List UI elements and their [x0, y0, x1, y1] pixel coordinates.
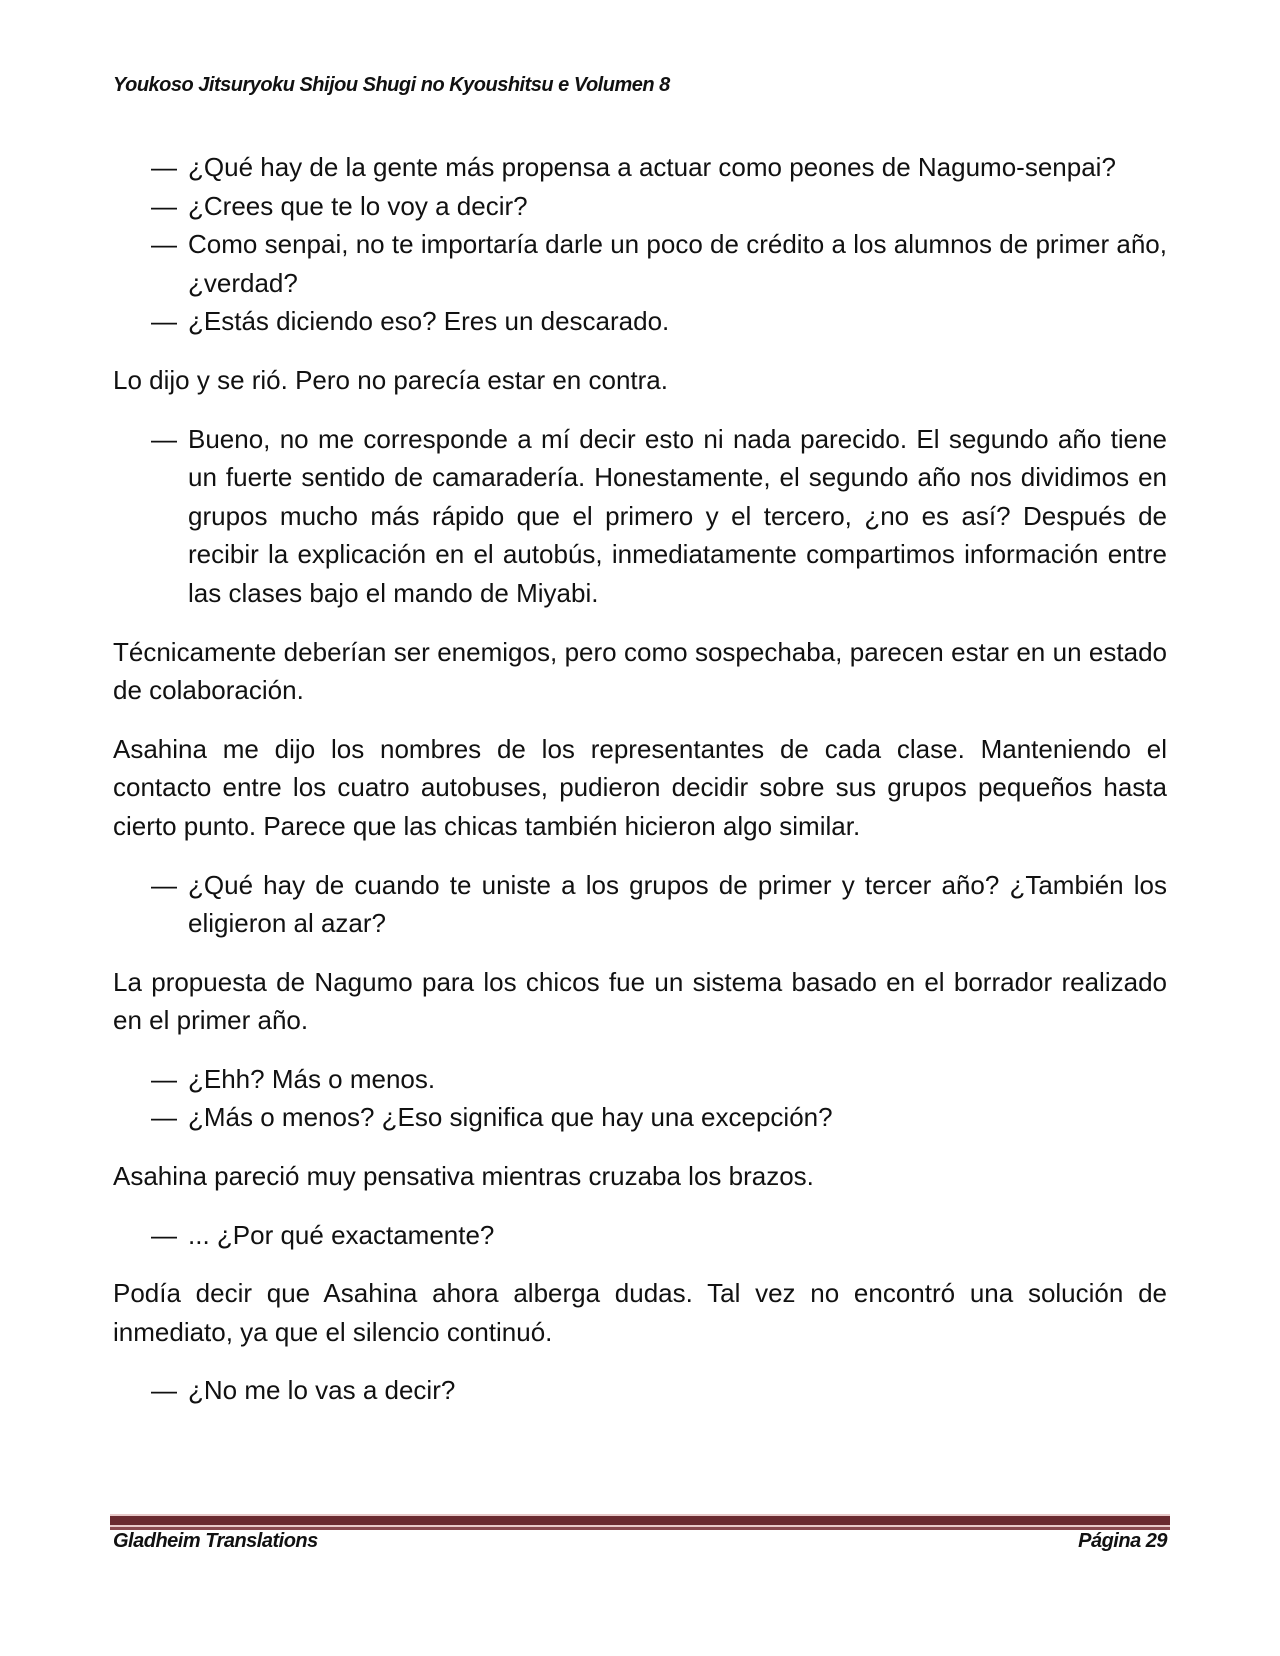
- dialogue-group: [113, 148, 1167, 341]
- dialogue-dash: —: [151, 1102, 177, 1133]
- footer-publisher: Gladheim Translations: [113, 1530, 318, 1552]
- paragraph: Técnicamente deberían ser enemigos, pero como sospechaba, parecen estar en un estado de colaboración.: [113, 636, 1167, 706]
- dialogue-dash: —: [151, 423, 177, 454]
- dialogue-text: ¿Ehh? Más o menos.: [188, 1063, 436, 1094]
- dialogue-dash: —: [151, 152, 177, 182]
- dialogue-text: ¿Qué hay de cuando te uniste a los grupos de primer y tercer año? ¿También los eligieron al azar?: [188, 869, 1167, 939]
- dialogue-line: [113, 148, 1167, 187]
- dialogue-text: Como senpai, no te importaría darle un poco de crédito a los alumnos de primer año, ¿verdad?: [188, 229, 1167, 298]
- dialogue-text: ¿Crees que te lo voy a decir?: [188, 190, 528, 221]
- paragraph: Asahina me dijo los nombres de los representantes de cada clase. Manteniendo el contacto entre los cuatro autobuses, pudieron decidir sobre sus grupos pequeños hasta cierto punto. Parece que las chicas también hicieron algo similar.: [113, 733, 1167, 841]
- dialogue-group: [113, 420, 1167, 613]
- dialogue-group: [113, 866, 1167, 943]
- dialogue-text: Bueno, no me corresponde a mí decir esto ni nada parecido. El segundo año tiene un fuerte sentido de camaradería. Honestamente, el segundo año nos dividimos en grupos mucho más rápido que el primero y el tercero, ¿no es así? Después de recibir la explicación en el autobús, inmediatamente compartimos información entre las clases bajo el mando de Miyabi.: [188, 423, 1167, 608]
- footer-page-number: Página 29: [1078, 1530, 1167, 1552]
- dialogue-line: [113, 187, 1167, 226]
- dialogue-dash: —: [151, 190, 177, 221]
- page-body: [113, 148, 1167, 1430]
- paragraph: Lo dijo y se rió. Pero no parecía estar en contra.: [113, 364, 668, 395]
- paragraph: La propuesta de Nagumo para los chicos fue un sistema basado en el borrador realizado en el primer año.: [113, 966, 1167, 1036]
- dialogue-line: [113, 1216, 1167, 1255]
- dialogue-text: ¿No me lo vas a decir?: [188, 1375, 456, 1406]
- dialogue-group: [113, 1216, 1167, 1255]
- dialogue-dash: —: [151, 1375, 177, 1406]
- dialogue-dash: —: [151, 1219, 177, 1250]
- dialogue-text: ¿Estás diciendo eso? Eres un descarado.: [188, 306, 670, 337]
- dialogue-group: [113, 1371, 1167, 1410]
- dialogue-line: [113, 1371, 1167, 1410]
- dialogue-line: [113, 1060, 1167, 1099]
- dialogue-group: [113, 1060, 1167, 1137]
- dialogue-dash: —: [151, 869, 177, 900]
- dialogue-text: ¿Qué hay de la gente más propensa a actuar como peones de Nagumo-senpai?: [188, 152, 1116, 182]
- paragraph: Asahina pareció muy pensativa mientras cruzaba los brazos.: [113, 1161, 814, 1192]
- dialogue-dash: —: [151, 1063, 177, 1094]
- dialogue-line: [113, 420, 1167, 613]
- running-header: Youkoso Jitsuryoku Shijou Shugi no Kyoushitsu e Volumen 8: [113, 74, 670, 96]
- dialogue-text: ¿Más o menos? ¿Eso significa que hay una excepción?: [188, 1102, 833, 1133]
- dialogue-line: [113, 866, 1167, 943]
- dialogue-line: [113, 1098, 1167, 1137]
- dialogue-dash: —: [151, 229, 177, 260]
- dialogue-line: [113, 302, 1167, 341]
- footer-rule: [110, 1514, 1170, 1527]
- dialogue-line: [113, 225, 1167, 302]
- dialogue-text: ... ¿Por qué exactamente?: [188, 1219, 495, 1250]
- paragraph: Podía decir que Asahina ahora alberga dudas. Tal vez no encontró una solución de inmediato, ya que el silencio continuó.: [113, 1278, 1167, 1347]
- dialogue-dash: —: [151, 306, 177, 337]
